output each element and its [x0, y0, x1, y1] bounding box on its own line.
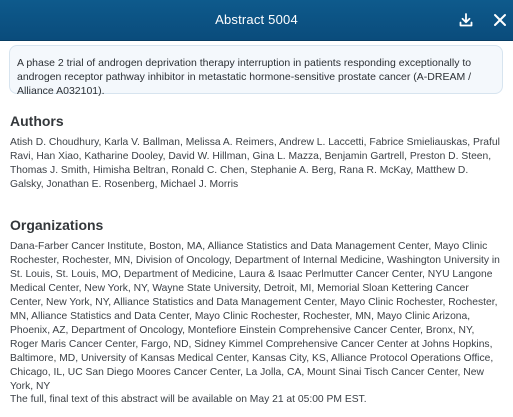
organizations-heading: Organizations: [10, 217, 104, 233]
abstract-title: A phase 2 trial of androgen deprivation therapy interruption in patients responding exceptionally to androgen receptor pathway inhibitor in metastatic hormone-sensitive prostate cancer (A-DREAM / Alliance A032101).: [17, 57, 472, 97]
close-icon: [493, 13, 507, 27]
authors-list: Atish D. Choudhury, Karla V. Ballman, Melissa A. Reimers, Andrew L. Laccetti, Fabrice Smieliauskas, Praful Ravi, Han Xiao, Katharine Dooley, David W. Hillman, Gina L. Mazza, Benjamin Gartrell, Preston D. Steen, Thomas J. Smith, Himisha Beltran, Ronald C. Chen, Stephanie A. Berg, Rana R. McKay, Matthew D. Galsky, Jonathan E. Rosenberg, Michael J. Morris: [10, 137, 500, 190]
authors-heading: Authors: [10, 113, 64, 129]
download-button[interactable]: [456, 10, 476, 30]
abstract-title-banner: [9, 45, 503, 97]
organizations-list: Dana-Farber Cancer Institute, Boston, MA, Alliance Statistics and Data Management Center, Mayo Clinic Rochester, Rochester, MN, Division of Oncology, Department of Internal Medicine, Washington University in St. Louis, St. Louis, MO, Department of Medicine, Laura & Isaac Perlmutter Cancer Center, NYU Langone Medical Center, New York, NY, Wayne State University, Detroit, MI, Memorial Sloan Kettering Cancer Center, New York, NY, Alliance Statistics and Data Management Center, Mayo Clinic Rochester, Rochester, MN, Alliance Statistics and Data Center, Mayo Clinic Rochester, Rochester, MN, Mayo Clinic Arizona, Phoenix, AZ, Department of Oncology, Montefiore Einstein Comprehensive Cancer Center, Bronx, NY, Roger Maris Cancer Center, Fargo, ND, Sidney Kimmel Comprehensive Cancer Center at Johns Hopkins, Baltimore, MD, University of Kansas Medical Center, Kansas City, KS, Alliance Protocol Operations Office, Chicago, IL, UC San Diego Moores Cancer Center, La Jolla, CA, Mount Sinai Tisch Cancer Center, New York, NY: [10, 241, 500, 392]
page-title: Abstract 5004: [215, 12, 298, 27]
header-bar: [0, 0, 513, 41]
close-button[interactable]: [490, 10, 510, 30]
availability-notice: The full, final text of this abstract will be available on May 21 at 05:00 PM EST.: [10, 394, 367, 405]
download-icon: [458, 12, 474, 28]
